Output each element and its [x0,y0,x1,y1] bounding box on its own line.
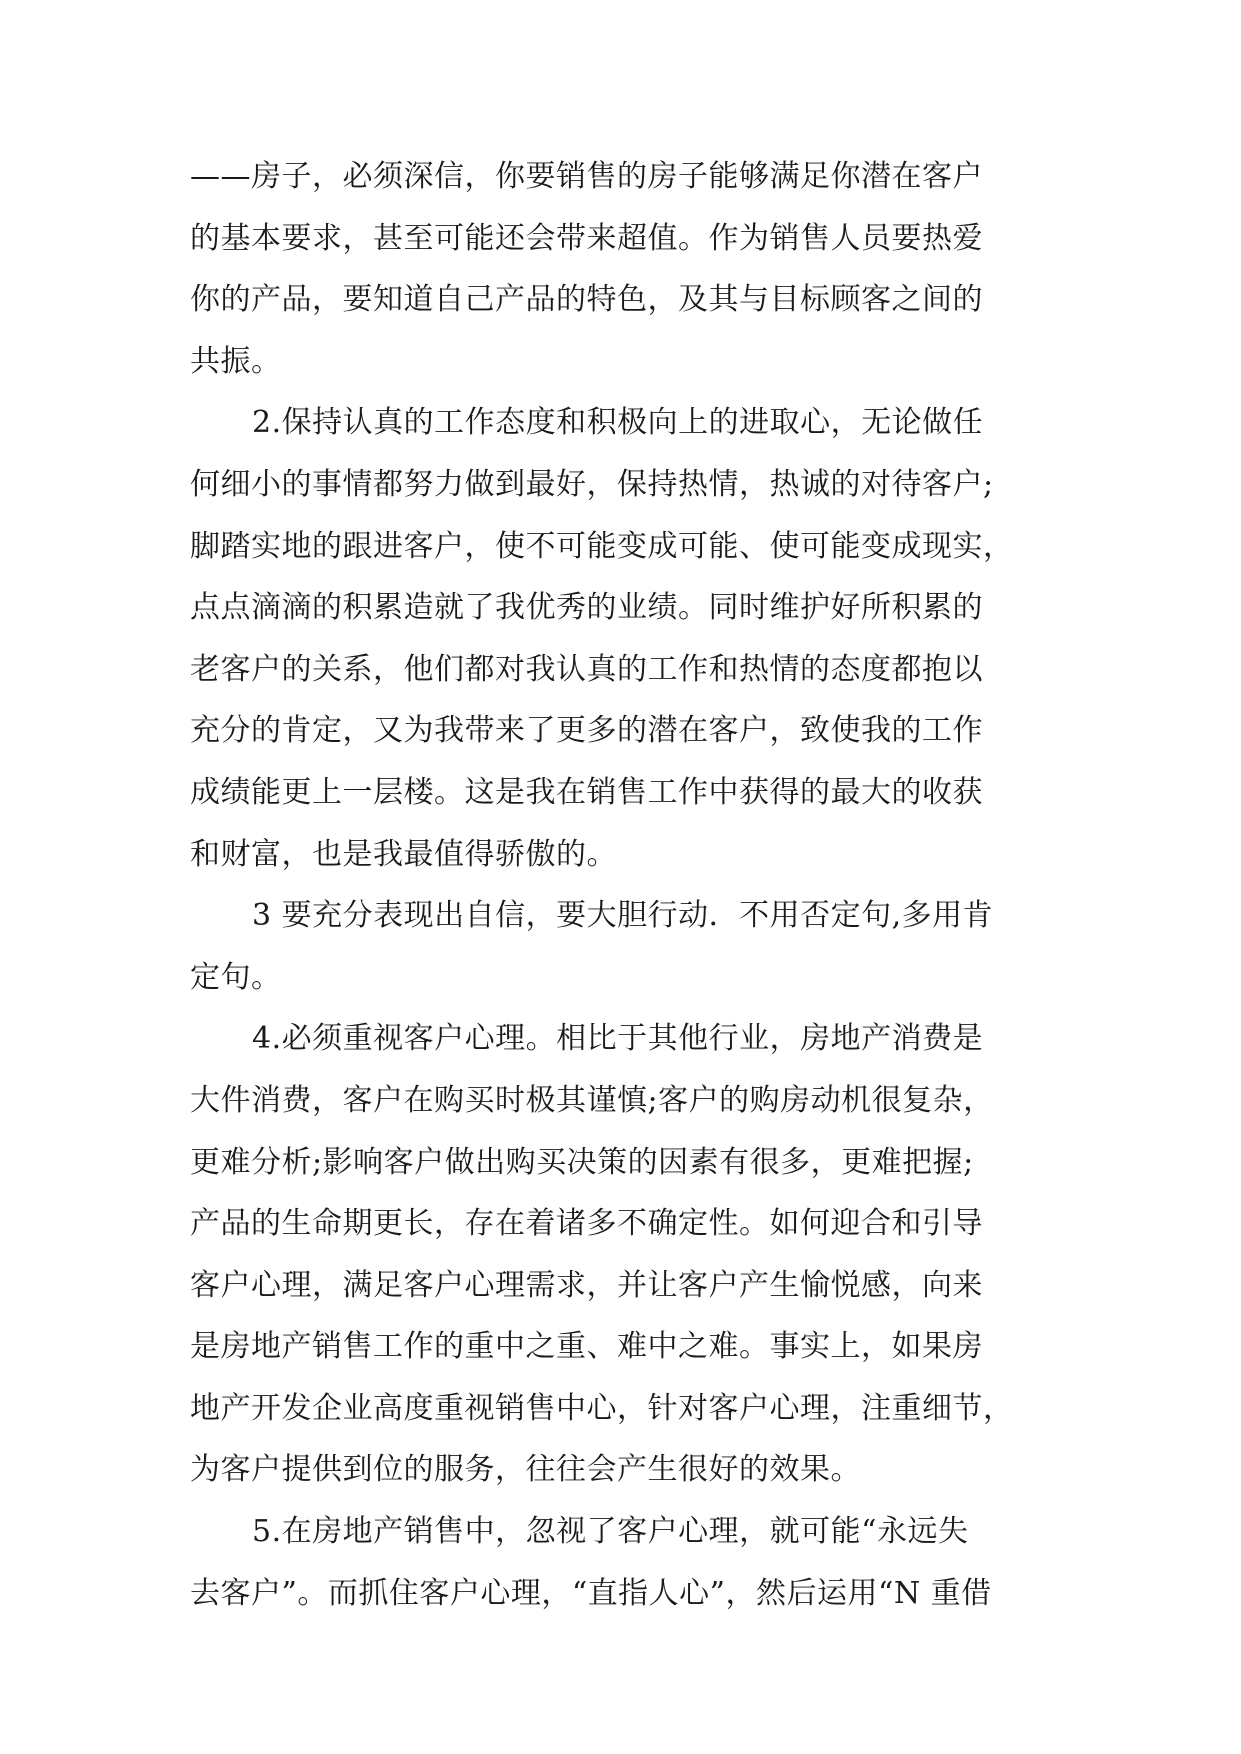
text-line: 脚踏实地的跟进客户，使不可能变成可能、使可能变成现实， [190,528,1014,564]
text-line: 是房地产销售工作的重中之重、难中之难。事实上，如果房 [190,1329,983,1365]
text-line: 你的产品，要知道自己产品的特色，及其与目标顾客之间的 [190,282,983,318]
text-line: ——房子，必须深信，你要销售的房子能够满足你潜在客户 [190,159,983,194]
paragraph-2 [190,392,1052,885]
text-line: 3 要充分表现出自信，要大胆行动．不用否定句,多用肯 [252,898,994,934]
text-line: 共振。 [190,343,282,379]
paragraph-4 [190,1008,1052,1501]
text-line: 去客户”。而抓住客户心理，“直指人心”，然后运用“N 重借 [190,1575,992,1611]
text-line: 和财富，也是我最值得骄傲的。 [190,836,617,872]
paragraph-1 [190,146,1052,392]
text-line: 何细小的事情都努力做到最好，保持热情，热诚的对待客户; [190,466,994,502]
text-line: 定句。 [190,959,282,995]
text-line: 更难分析;影响客户做出购买决策的因素有很多，更难把握; [190,1144,974,1180]
text-line: 2.保持认真的工作态度和积极向上的进取心，无论做任 [252,405,984,441]
text-line: 成绩能更上一层楼。这是我在销售工作中获得的最大的收获 [190,774,983,810]
text-line: 点点滴滴的积累造就了我优秀的业绩。同时维护好所积累的 [190,590,983,626]
text-line: 产品的生命期更长，存在着诸多不确定性。如何迎合和引导 [190,1206,983,1242]
text-line: 4.必须重视客户心理。相比于其他行业，房地产消费是 [252,1021,984,1057]
text-line: 客户心理，满足客户心理需求，并让客户产生愉悦感，向来 [190,1267,983,1303]
text-line: 地产开发企业高度重视销售中心，针对客户心理，注重细节， [190,1390,1014,1426]
paragraph-5 [190,1501,1052,1624]
body-text [190,146,1052,1624]
text-line: 5.在房地产销售中，忽视了客户心理，就可能“永远失 [252,1514,969,1550]
text-line: 充分的肯定，又为我带来了更多的潜在客户，致使我的工作 [190,713,983,749]
text-line: 老客户的关系，他们都对我认真的工作和热情的态度都抱以 [190,651,983,687]
paragraph-3 [190,885,1052,1008]
text-line: 大件消费，客户在购买时极其谨慎;客户的购房动机很复杂， [190,1082,994,1118]
text-line: 的基本要求，甚至可能还会带来超值。作为销售人员要热爱 [190,220,983,256]
text-line: 为客户提供到位的服务，往往会产生很好的效果。 [190,1452,861,1488]
